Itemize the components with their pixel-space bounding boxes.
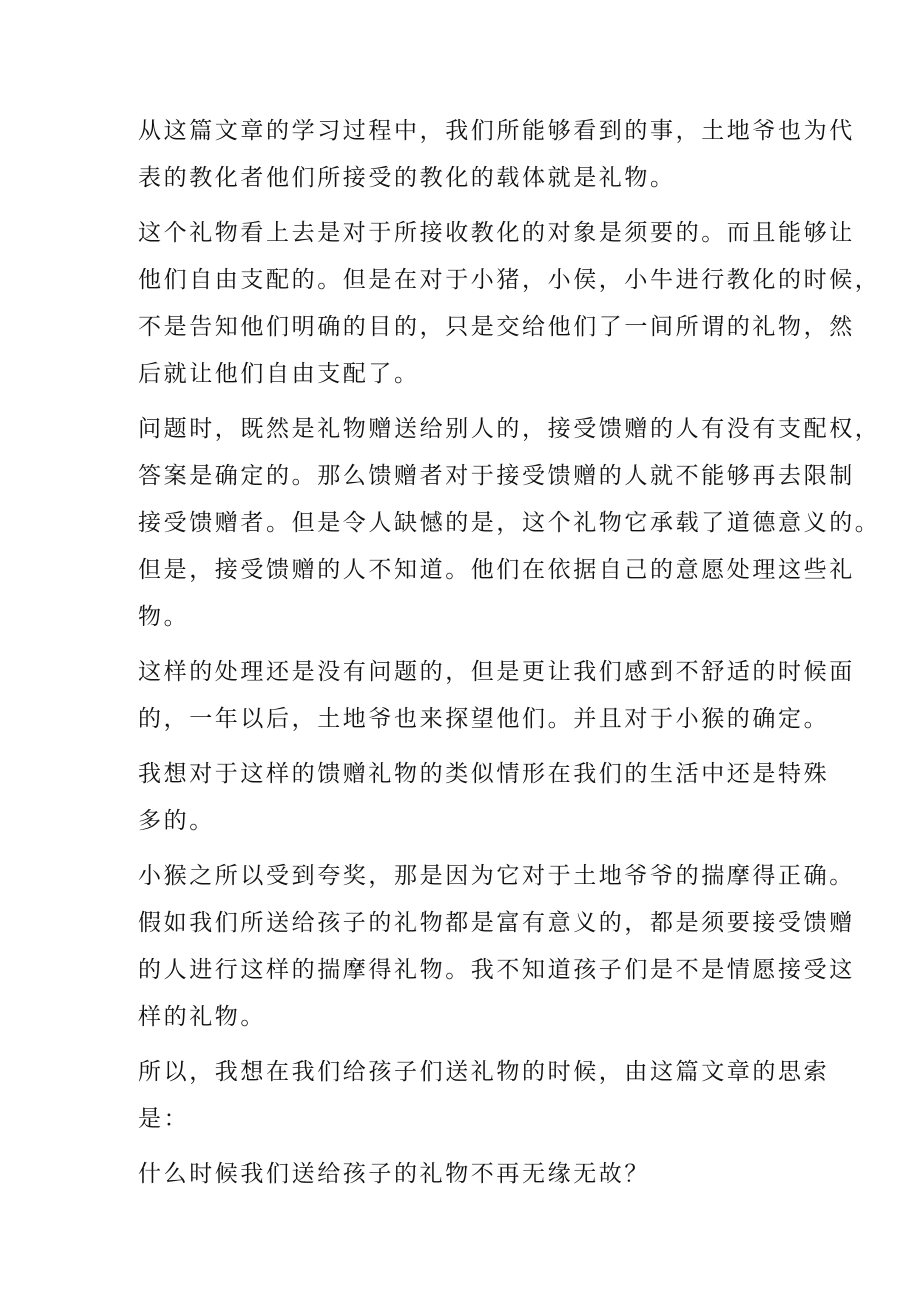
text-line: 后就让他们自由支配了。 [138,361,420,387]
text-line: 什么时候我们送给孩子的礼物不再无缘无故？ [138,1161,650,1187]
text-line: 表的教化者他们所接受的教化的载体就是礼物。 [138,165,676,191]
text-line: 物。 [138,604,190,630]
paragraph-4 [138,649,855,743]
text-line: 从这篇文章的学习过程中，我们所能够看到的事，土地爷也为代 [138,118,855,144]
text-line: 但是，接受馈赠的人不知道。他们在依据自己的意愿处理这些礼 [138,557,855,583]
text-line: 是： [138,1106,190,1132]
document-body [138,108,881,1206]
text-line: 样的礼物。 [138,1004,266,1030]
paragraph-3 [138,406,881,641]
paragraph-1 [138,108,855,202]
text-line: 的人进行这样的揣摩得礼物。我不知道孩子们是不是情愿接受这 [138,957,855,983]
paragraph-2 [138,210,881,398]
text-line: 他们自由支配的。但是在对于小猪，小侯，小牛进行教化的时候， [138,267,881,293]
text-line: 小猴之所以受到夸奖，那是因为它对于土地爷爷的揣摩得正确。 [138,863,855,889]
text-line: 的，一年以后，土地爷也来探望他们。并且对于小猴的确定。 [138,706,830,732]
text-line: 这样的处理还是没有问题的，但是更让我们感到不舒适的时候面 [138,659,855,685]
text-line: 所以，我想在我们给孩子们送礼物的时候，由这篇文章的思索 [138,1059,830,1085]
text-line: 多的。 [138,808,215,834]
text-line: 假如我们所送给孩子的礼物都是富有意义的，都是须要接受馈赠 [138,910,855,936]
text-line: 问题时，既然是礼物赠送给别人的，接受馈赠的人有没有支配权， [138,416,881,442]
text-line: 不是告知他们明确的目的，只是交给他们了一间所谓的礼物，然 [138,314,855,340]
paragraph-5 [138,751,830,845]
paragraph-8 [138,1151,798,1198]
paragraph-7 [138,1049,830,1143]
paragraph-6 [138,853,855,1041]
text-line: 这个礼物看上去是对于所接收教化的对象是须要的。而且能够让 [138,220,855,246]
text-line: 接受馈赠者。但是令人缺憾的是，这个礼物它承载了道德意义的。 [138,510,881,536]
text-line: 答案是确定的。那么馈赠者对于接受馈赠的人就不能够再去限制 [138,463,855,489]
text-line: 我想对于这样的馈赠礼物的类似情形在我们的生活中还是特殊 [138,761,830,787]
